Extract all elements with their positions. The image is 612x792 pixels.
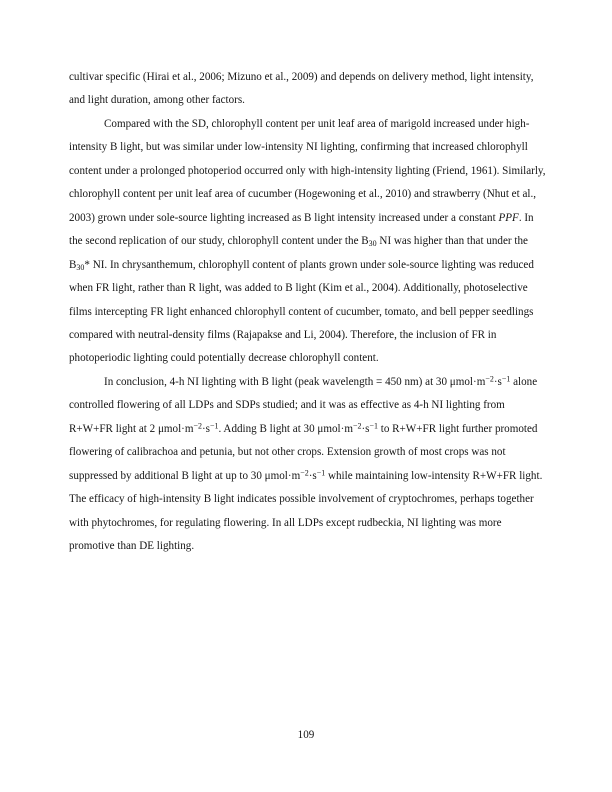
italic-term: PPF	[498, 211, 519, 224]
superscript: −1	[316, 468, 326, 478]
superscript: −2	[352, 421, 362, 431]
subscript: 30	[368, 238, 377, 248]
superscript: −2	[193, 421, 202, 431]
para-conclusion: In conclusion, 4-h NI lighting with B light (peak wavelength = 450 nm) at 30 $\mu mol\cdot m^{-2}\cdot s^{-1}$ alone controlled flowering of all LDPs and SDPs studied; and it was as effective as 4-h NI lighting from R+W+FR light at 2 $\mu mol\cdot m^{-2}\cdot s^{-1}$. Adding B light at 30 $\mu mol\cdot m^{-2}\cdot s^{-1}$ to R+W+FR light further promoted flowering of calibrachoa and petunia, but not other crops. Extension growth of most crops was not suppressed by additional B light at up to 30 $\mu mol\cdot m^{-2}\cdot s^{-1}$ while maintaining low-intensity R+W+FR light. The efficacy of high-intensity B light indicates possible involvement of cryptochromes, perhaps together with phytochromes, for regulating flowering. In all LDPs except rudbeckia, NI lighting was more promotive than DE lighting.	[69, 374, 543, 553]
subscript: 30	[76, 262, 85, 272]
superscript: −2	[485, 374, 494, 384]
superscript: −1	[210, 421, 219, 431]
para-continuation: cultivar specific (Hirai et al., 2006; Mizuno et al., 2009) and depends on delivery method, light intensity, and light duration, among other factors.	[69, 71, 534, 107]
page-number: 109	[297, 729, 315, 741]
page-text-body	[69, 66, 546, 559]
superscript: −1	[501, 374, 511, 384]
superscript: −2	[300, 468, 309, 478]
superscript: −1	[369, 421, 378, 431]
para-chlorophyll-discussion: Compared with the SD, chlorophyll content per unit leaf area of marigold increased under high-intensity B light, but was similar under low-intensity NI lighting, confirming that increased chlorophyll content under a prolonged photoperiod occurred only with high-intensity lighting (Friend, 1961). Similarly, chlorophyll content per unit leaf area of cucumber (Hogewoning et al., 2010) and strawberry (Nhut et al., 2003) grown under sole-source lighting increased as B light intensity increased under a constant PPF. In the second replication of our study, chlorophyll content under the $B_{30}$ NI was higher than that under the $B_{30}*$ NI. In chrysanthemum, chlorophyll content of plants grown under sole-source lighting was reduced when FR light, rather than R light, was added to B light (Kim et al., 2004). Additionally, photoselective films intercepting FR light enhanced chlorophyll content of cucumber, tomato, and bell pepper seedlings compared with neutral-density films (Rajapakse and Li, 2004). Therefore, the inclusion of FR in photoperiodic lighting could potentially decrease chlorophyll content.	[69, 117, 546, 365]
